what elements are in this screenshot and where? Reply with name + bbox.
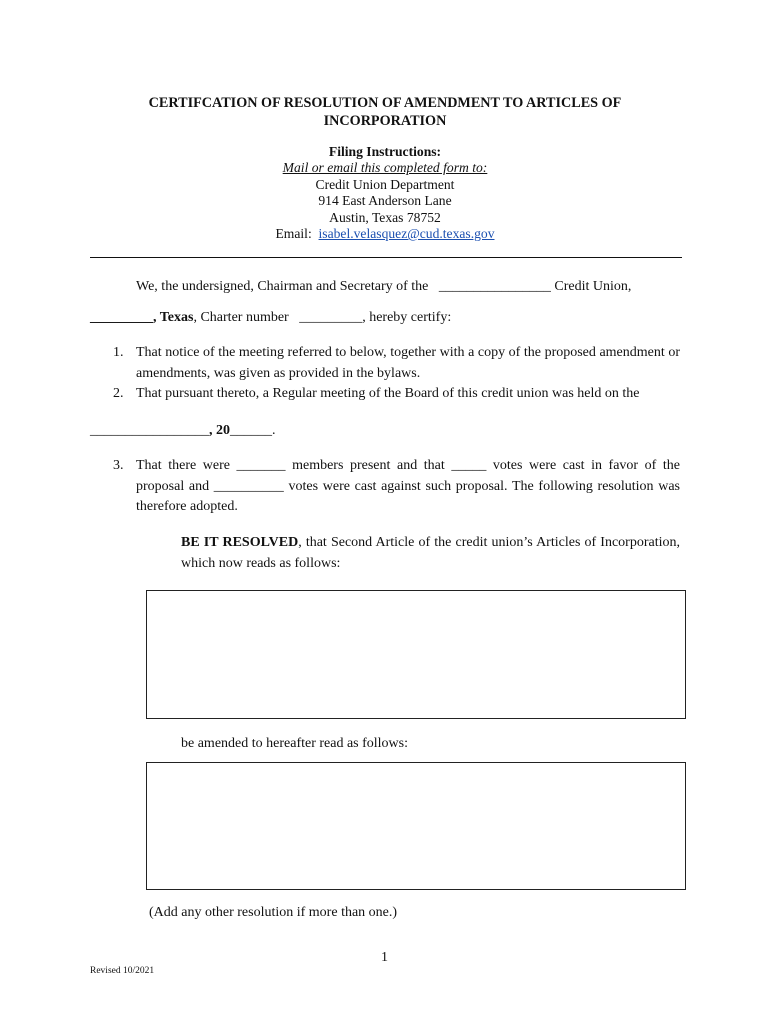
texas-label: , Texas — [153, 310, 194, 325]
item-2-number: 2. — [113, 386, 124, 401]
intro-line-2 — [90, 308, 451, 328]
city-address: Austin, Texas 78752 — [329, 209, 441, 225]
page-number: 1 — [381, 950, 388, 965]
resolution-body: , that Second Article of the credit union’s Articles of Incorporation, which now reads as follows: — [181, 535, 680, 571]
be-it-resolved: BE IT RESOLVED — [181, 535, 299, 550]
document-title: CERTIFCATION OF RESOLUTION OF AMENDMENT TO ARTICLES OF INCORPORATION — [148, 95, 622, 129]
mail-instruction: Mail or email this completed form to: — [282, 160, 488, 176]
amended-article-box[interactable] — [146, 762, 686, 890]
item-3-number: 3. — [113, 458, 124, 473]
amended-label: be amended to hereafter read as follows: — [181, 736, 409, 751]
intro-line-1 — [136, 277, 631, 297]
date-period: . — [272, 423, 276, 438]
item-3-text: That there were _______ members present and that _____ votes were cast in favor of the proposal and __________ votes were cast against such proposal. The following resolution was therefore adopted. — [136, 458, 680, 514]
year-prefix: , 20 — [209, 423, 230, 438]
intro-text: We, the undersigned, Chairman and Secretary of the — [136, 279, 429, 294]
city-blank[interactable]: _________ — [90, 310, 153, 325]
item-1-text: That notice of the meeting referred to below, together with a copy of the proposed amendment or amendments, was given as provided in the bylaws. — [136, 345, 680, 381]
department-name: Credit Union Department — [315, 176, 455, 192]
item-2-text: That pursuant thereto, a Regular meeting of the Board of this credit union was held on the — [136, 386, 640, 401]
email-line — [90, 226, 680, 242]
email-label: Email: — [275, 226, 312, 242]
revision-date: Revised 10/2021 — [90, 966, 155, 976]
intro-credit-union: Credit Union, — [554, 279, 632, 294]
header-divider — [90, 257, 682, 258]
charter-number-blank[interactable]: _________ — [299, 310, 363, 325]
street-address: 914 East Anderson Lane — [318, 193, 452, 209]
charter-label: , Charter number — [193, 310, 289, 325]
meeting-date-blank[interactable]: _________________ — [90, 423, 209, 438]
filing-instructions — [90, 144, 680, 242]
filing-heading: Filing Instructions: — [328, 144, 442, 159]
resolution-text — [181, 533, 680, 574]
year-blank[interactable]: ______ — [230, 423, 272, 438]
email-link[interactable]: isabel.velasquez@cud.texas.gov — [318, 226, 495, 242]
certify-text: , hereby certify: — [362, 310, 452, 325]
additional-resolution-note: (Add any other resolution if more than one.) — [149, 905, 398, 920]
item-1-number: 1. — [113, 345, 124, 360]
current-article-box[interactable] — [146, 590, 686, 719]
meeting-date-line — [90, 421, 276, 441]
credit-union-name-blank[interactable]: ________________ — [438, 279, 551, 294]
